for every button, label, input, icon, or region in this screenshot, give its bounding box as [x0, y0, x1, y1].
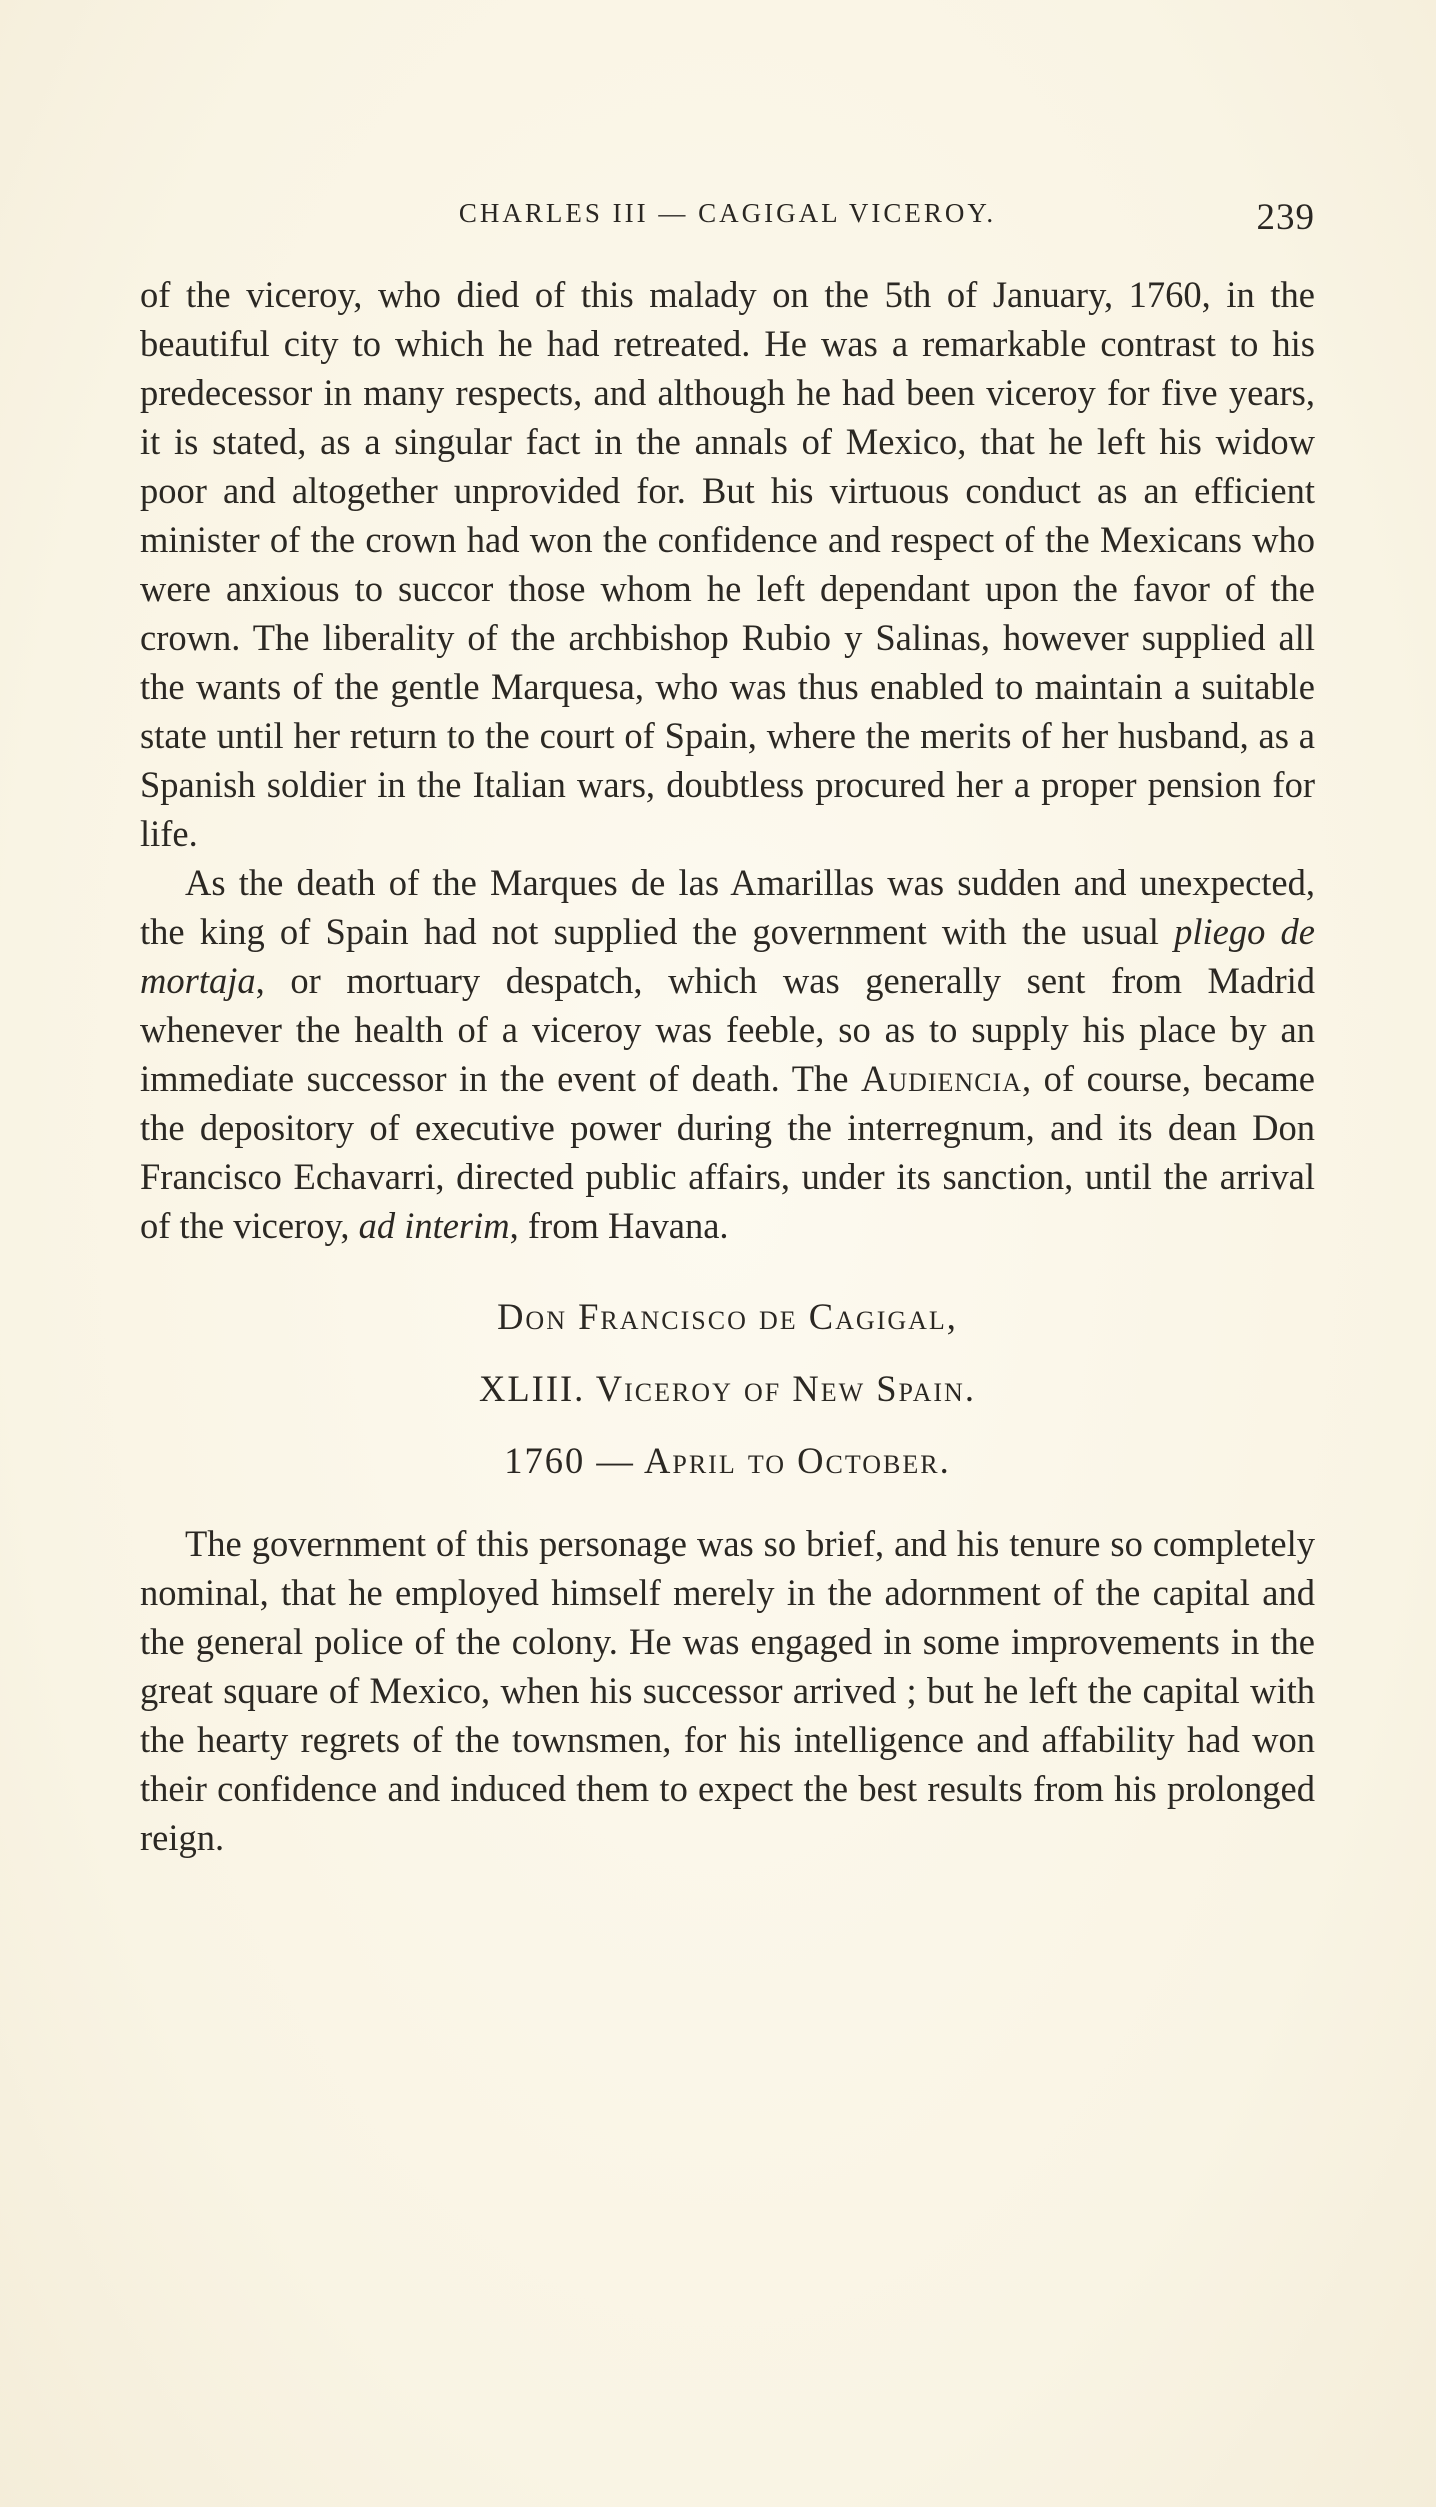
heading-viceroy-name: Don Francisco de Cagigal,: [497, 1296, 958, 1337]
italic-ad-interim: ad interim: [358, 1205, 510, 1246]
body-text: [140, 270, 1315, 1862]
running-title: CHARLES III — CAGIGAL VICEROY.: [458, 198, 997, 228]
smallcaps-audiencia: Audiencia: [860, 1058, 1022, 1099]
italic-pliego-de-mortaja: pliego de mortaja: [140, 911, 1315, 1001]
heading-viceroy-office: XLIII. Viceroy of New Spain.: [479, 1368, 976, 1409]
paragraph-interregnum-part-g: , from Havana.: [509, 1205, 729, 1246]
section-heading: [140, 1292, 1315, 1486]
page-number: 239: [1256, 197, 1315, 238]
paragraph-interregnum-part-a: As the death of the Marques de las Amarillas was sudden and unexpected, the king of Spain had not supplied the government with the usual: [140, 862, 1315, 952]
paragraph-cagigal-government: The government of this personage was so brief, and his tenure so completely nominal, that he employed himself merely in the adornment of the capital and the general police of the colony. He was engaged in some improvements in the great square of Mexico, when his successor arrived ; but he left the capital with the hearty regrets of the townsmen, for his intelligence and affability had won their confidence and induced them to expect the best results from his prolonged reign.: [140, 1523, 1315, 1858]
paragraph-interregnum-part-c: , or mortuary despatch, which was generally sent from Madrid whenever the health of a viceroy was feeble, so as to supply his place by an immediate successor in the event of death. The: [140, 960, 1315, 1099]
paragraph-interregnum: [140, 858, 1315, 1250]
running-head: [140, 196, 1315, 240]
heading-viceroy-dates: 1760 — April to October.: [504, 1440, 951, 1481]
paragraph-viceroy-death: of the viceroy, who died of this malady on the 5th of January, 1760, in the beautiful city to which he had retreated. He was a remarkable contrast to his predecessor in many respects, and although he had been viceroy for five years, it is stated, as a singular fact in the annals of Mexico, that he left his widow poor and altogether unprovided for. But his virtuous conduct as an efficient minister of the crown had won the confidence and respect of the Mexicans who were anxious to succor those whom he left dependant upon the favor of the crown. The liberality of the archbishop Rubio y Salinas, however supplied all the wants of the gentle Marquesa, who was thus enabled to maintain a suitable state until her return to the court of Spain, where the merits of her husband, as a Spanish soldier in the Italian wars, doubtless procured her a proper pension for life.: [140, 274, 1315, 854]
paragraph-interregnum-part-e: , of course, became the depository of executive power during the interregnum, and its dean Don Francisco Echavarri, directed public affairs, under its sanction, until the arrival of the viceroy,: [140, 1058, 1315, 1246]
